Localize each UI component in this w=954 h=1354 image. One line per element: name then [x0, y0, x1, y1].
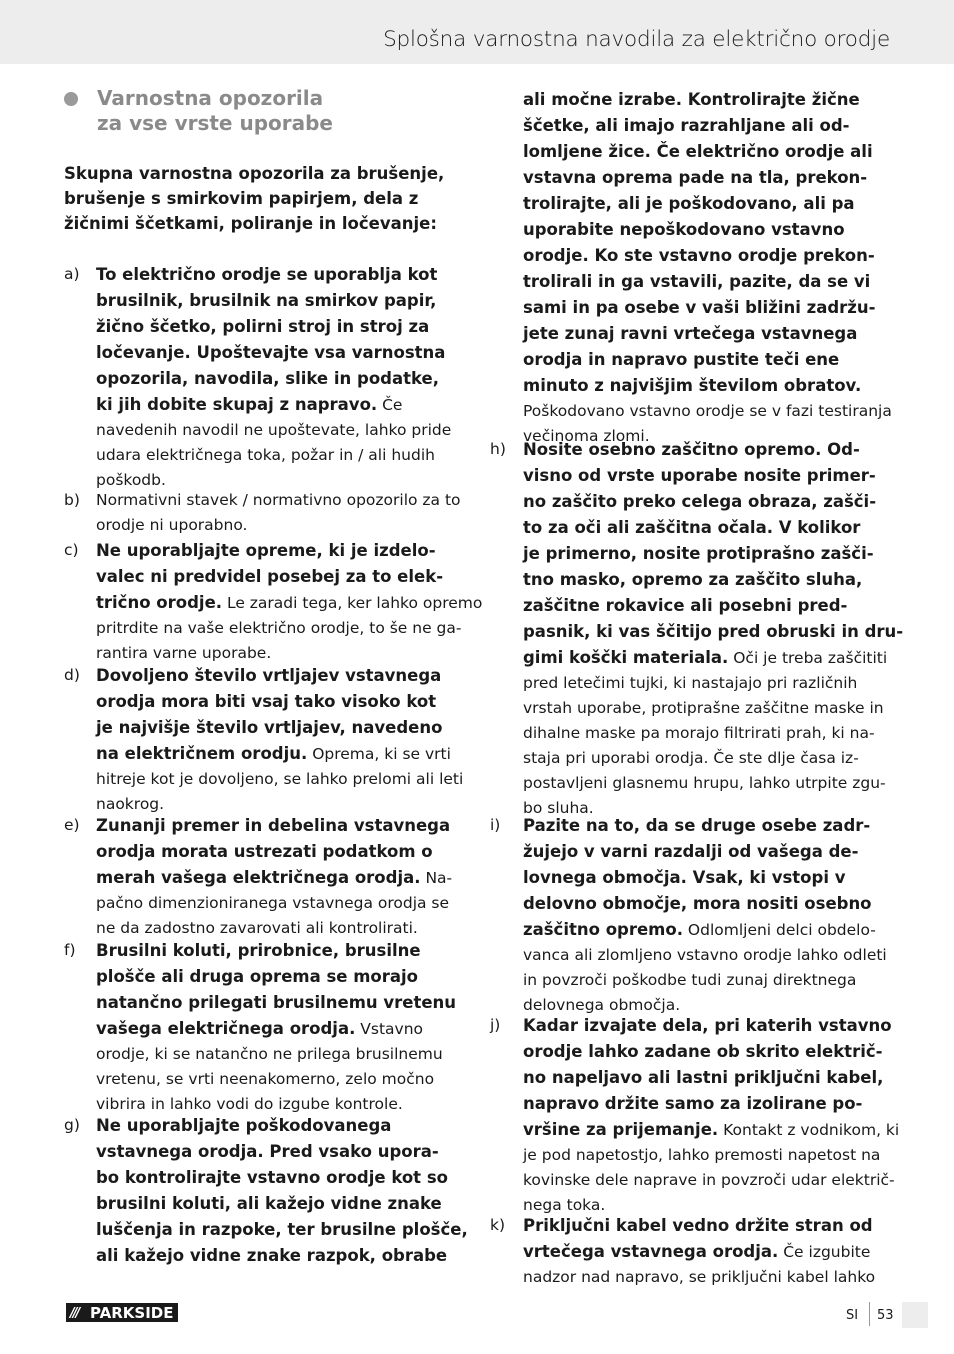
- bold-run: trično orodje.: [96, 593, 223, 612]
- item-label: a): [64, 265, 80, 283]
- item-line: [523, 139, 890, 165]
- item-line: [523, 917, 890, 943]
- item-label: g): [64, 1116, 80, 1134]
- item-line: [523, 1039, 890, 1065]
- item-line: [523, 891, 890, 917]
- bold-run: Ne uporabljajte opreme, ki je izdelo-: [96, 541, 436, 560]
- bold-run: bo kontrolirajte vstavno orodje kot so: [96, 1168, 448, 1187]
- item-line: [96, 488, 466, 513]
- item-line: [96, 938, 466, 964]
- bold-run: vstavna oprema pade na tla, prekon-: [523, 168, 868, 187]
- bold-run: gimi koščki materiala.: [523, 648, 729, 667]
- bold-run: delovno območje, mora nositi osebno: [523, 894, 872, 913]
- item-line: [523, 347, 890, 373]
- item-line: [523, 1091, 890, 1117]
- item-label: b): [64, 491, 80, 509]
- item-text: [96, 1113, 466, 1269]
- item-label: h): [490, 440, 506, 458]
- item-line: [96, 288, 466, 314]
- item-line: [523, 1168, 895, 1193]
- item-line: [523, 437, 890, 463]
- text-run: Če izgubite: [778, 1243, 871, 1261]
- bold-run: ločevanje. Upoštevajte vsa varnostna: [96, 343, 446, 362]
- item-line: [523, 593, 890, 619]
- text-run: ne da zadostno zavarovati ali kontrolirati.: [96, 919, 418, 937]
- item-line: [96, 564, 466, 590]
- item-line: [523, 839, 890, 865]
- section-title-line: za vse vrste uporabe: [97, 111, 333, 135]
- item-line: [523, 619, 904, 645]
- item-line: [523, 399, 890, 424]
- logo-stripes-icon: ///: [70, 1306, 79, 1321]
- item-line: [96, 1191, 466, 1217]
- bold-run: Zunanji premer in debelina vstavnega: [96, 816, 451, 835]
- item-line: [96, 392, 466, 418]
- text-run: Vstavno: [355, 1020, 424, 1038]
- item-line: [96, 813, 466, 839]
- item-line: [523, 191, 890, 217]
- item-line: [523, 373, 890, 399]
- item-label: d): [64, 666, 80, 684]
- item-line: [523, 721, 890, 746]
- item-line: [523, 696, 890, 721]
- item-line: [96, 366, 466, 392]
- item-text: [523, 437, 904, 821]
- item-line: [96, 990, 466, 1016]
- bold-run: žično ščetko, polirni stroj in stroj za: [96, 317, 430, 336]
- text-run: vretenu, se vrti neenakomerno, zelo močno: [96, 1070, 435, 1088]
- bold-run: trolirajte, ali je poškodovano, ali pa: [523, 194, 855, 213]
- bold-run: natančno prilegati brusilnemu vretenu: [96, 993, 457, 1012]
- item-line: [523, 567, 890, 593]
- bold-run: Dovoljeno število vrtljajev vstavnega: [96, 666, 442, 685]
- item-line: [96, 1113, 466, 1139]
- text-run: nadzor nad napravo, se priključni kabel lahko: [523, 1268, 876, 1286]
- text-run: večinoma zlomi.: [523, 427, 650, 445]
- item-label: k): [490, 1216, 506, 1234]
- text-run: Odlomljeni delci obdelo-: [682, 921, 876, 939]
- item-line: [96, 616, 466, 641]
- text-run: dihalne maske pa morajo filtrirati prah, ki na-: [523, 724, 875, 742]
- text-run: rantira varne uporabe.: [96, 644, 272, 662]
- text-run: naokrog.: [96, 795, 165, 813]
- bold-run: to za oči ali zaščitna očala. V kolikor: [523, 518, 861, 537]
- bold-run: brusilnik, brusilnik na smirkov papir,: [96, 291, 437, 310]
- item-text: [96, 262, 466, 493]
- text-run: poškodb.: [96, 471, 166, 489]
- text-run: bo sluha.: [523, 799, 594, 817]
- bold-run: orodja mora biti vsaj tako visoko kot: [96, 692, 437, 711]
- text-run: staja pri uporabi orodja. Če ste dlje časa iz-: [523, 749, 859, 767]
- text-run: Oprema, ki se vrti: [307, 745, 451, 763]
- item-line: [523, 243, 890, 269]
- page-divider: [869, 1302, 870, 1326]
- item-line: [96, 340, 466, 366]
- bold-run: brusilni koluti, ali kažejo vidne znake: [96, 1194, 442, 1213]
- page-number: 53: [877, 1308, 894, 1323]
- parkside-logo: [66, 1303, 178, 1322]
- item-line: [523, 1117, 900, 1143]
- bold-run: je najvišje število vrtljajev, navedeno: [96, 718, 443, 737]
- bold-run: merah vašega električnega orodja.: [96, 868, 421, 887]
- item-line: [96, 767, 466, 792]
- text-run: Normativni stavek / normativno opozorilo za to: [96, 491, 461, 509]
- text-run: vibrira in lahko vodi do izgube kontrole.: [96, 1095, 403, 1113]
- bold-run: lomljene žice. Če električno orodje ali: [523, 142, 873, 161]
- text-run: je pod napetostjo, lahko premosti napetost na: [523, 1146, 881, 1164]
- bold-run: uporabite nepoškodovano vstavno: [523, 220, 845, 239]
- bold-run: pasnik, ki vas ščitijo pred obruski in dru-: [523, 622, 904, 641]
- bold-run: no zaščito preko celega obraza, zašči-: [523, 492, 877, 511]
- bullet-icon: [64, 92, 78, 106]
- item-label: i): [490, 816, 501, 834]
- item-line: [96, 715, 466, 741]
- item-label: f): [64, 941, 76, 959]
- item-line: [523, 217, 890, 243]
- item-line: [96, 590, 483, 616]
- text-run: postavljeni glasnemu hrupu, lahko utrpite zgu-: [523, 774, 886, 792]
- item-line: [96, 839, 466, 865]
- text-run: Poškodovano vstavno orodje se v fazi testiranja: [523, 402, 892, 420]
- bold-run: visno od vrste uporabe nosite primer-: [523, 466, 876, 485]
- header-title: Splošna varnostna navodila za električno orodje: [383, 27, 890, 52]
- language-code: SI: [846, 1308, 859, 1323]
- section-title-line: Varnostna opozorila: [97, 86, 324, 110]
- bold-run: tno masko, opremo za zaščito sluha,: [523, 570, 863, 589]
- text-run: vanca ali zlomljeno vstavno orodje lahko odleti: [523, 946, 887, 964]
- item-line: [96, 689, 466, 715]
- intro-line: Skupna varnostna opozorila za brušenje,: [64, 164, 445, 183]
- text-run: delovnega območja.: [523, 996, 681, 1014]
- item-line: [523, 1265, 890, 1290]
- text-run: hitreje kot je dovoljeno, se lahko prelomi ali leti: [96, 770, 464, 788]
- item-text: [523, 87, 890, 449]
- item-line: [523, 943, 890, 968]
- item-line: [96, 538, 466, 564]
- item-line: [523, 321, 890, 347]
- item-line: [523, 463, 890, 489]
- bold-run: ščetke, ali imajo razrahljane ali od-: [523, 116, 850, 135]
- bold-run: no napeljavo ali lastni priključni kabel,: [523, 1068, 884, 1087]
- bold-run: Brusilni koluti, prirobnice, brusilne: [96, 941, 421, 960]
- item-line: [523, 1213, 890, 1239]
- bold-run: plošče ali druga oprema se morajo: [96, 967, 419, 986]
- text-run: nega toka.: [523, 1196, 606, 1214]
- bold-run: jete zunaj ravni vrtečega vstavnega: [523, 324, 858, 343]
- text-run: kovinske dele naprave in povzroči udar električ-: [523, 1171, 895, 1189]
- bold-run: To električno orodje se uporablja kot: [96, 265, 438, 284]
- page-header: [0, 0, 954, 64]
- item-line: [523, 968, 890, 993]
- text-run: udara električnega toka, požar in / ali hudih: [96, 446, 435, 464]
- item-line: [96, 1042, 466, 1067]
- item-line: [523, 165, 890, 191]
- item-line: [96, 1067, 466, 1092]
- item-line: [96, 1165, 466, 1191]
- bold-run: orodja in napravo pustite teči ene: [523, 350, 840, 369]
- intro-paragraph: [64, 161, 466, 236]
- text-run: Na-: [420, 869, 453, 887]
- text-run: in povzroči poškodbe tudi zunaj direktnega: [523, 971, 857, 989]
- bold-run: zaščitno opremo.: [523, 920, 683, 939]
- item-line: [523, 746, 890, 771]
- text-run: Le zaradi tega, ker lahko opremo: [222, 594, 483, 612]
- text-run: Če: [377, 396, 403, 414]
- intro-line: brušenje s smirkovim papirjem, dela z: [64, 189, 419, 208]
- bold-run: orodje lahko zadane ob skrito električ-: [523, 1042, 883, 1061]
- bold-run: orodja morata ustrezati podatkom o: [96, 842, 433, 861]
- bold-run: zaščitne rokavice ali posebni pred-: [523, 596, 848, 615]
- item-line: [96, 1243, 466, 1269]
- bold-run: Ne uporabljajte poškodovanega: [96, 1116, 392, 1135]
- bold-run: Pazite na to, da se druge osebe zadr-: [523, 816, 871, 835]
- bold-run: vrtečega vstavnega orodja.: [523, 1242, 779, 1261]
- item-line: [96, 891, 466, 916]
- bold-run: Kadar izvajate dela, pri katerih vstavno: [523, 1016, 892, 1035]
- item-line: [523, 645, 890, 671]
- bold-run: valec ni predvidel posebej za to elek-: [96, 567, 444, 586]
- item-line: [523, 295, 890, 321]
- text-run: pačno dimenzioniranega vstavnega orodja se: [96, 894, 450, 912]
- item-line: [96, 865, 466, 891]
- item-text: [96, 813, 466, 941]
- item-line: [96, 314, 466, 340]
- item-line: [523, 1239, 890, 1265]
- bold-run: vašega električnega orodja.: [96, 1019, 356, 1038]
- item-line: [523, 865, 890, 891]
- item-line: [96, 1139, 466, 1165]
- bold-run: Nosite osebno zaščitno opremo. Od-: [523, 440, 860, 459]
- text-run: pred letečimi tujki, ki nastajajo pri različnih: [523, 674, 858, 692]
- item-line: [523, 1065, 890, 1091]
- item-line: [523, 1143, 890, 1168]
- section-title: [97, 86, 457, 136]
- logo-text: PARKSIDE: [90, 1304, 174, 1322]
- item-line: [523, 515, 890, 541]
- text-run: navedenih navodil ne upoštevate, lahko pride: [96, 421, 452, 439]
- item-line: [523, 87, 890, 113]
- bold-run: žujejo v varni razdalji od vašega de-: [523, 842, 859, 861]
- item-text: [523, 1013, 900, 1218]
- item-line: [96, 262, 466, 288]
- item-line: [523, 1013, 890, 1039]
- bold-run: vršine za prijemanje.: [523, 1120, 719, 1139]
- item-line: [96, 513, 466, 538]
- item-line: [96, 964, 466, 990]
- item-line: [523, 113, 890, 139]
- item-line: [96, 443, 466, 468]
- text-run: pritrdite na vaše električno orodje, to še ne ga-: [96, 619, 462, 637]
- item-line: [96, 418, 466, 443]
- item-line: [523, 269, 890, 295]
- item-text: [96, 938, 466, 1117]
- item-line: [523, 541, 890, 567]
- bold-run: ali kažejo vidne znake razpok, obrabe: [96, 1246, 448, 1265]
- page-tab-marker: [902, 1302, 928, 1328]
- bold-run: opozorila, navodila, slike in podatke,: [96, 369, 439, 388]
- item-line: [523, 813, 890, 839]
- bold-run: na električnem orodju.: [96, 744, 308, 763]
- item-text: [523, 1213, 890, 1290]
- bold-run: ali močne izrabe. Kontrolirajte žične: [523, 90, 860, 109]
- item-label: c): [64, 541, 79, 559]
- item-text: [96, 488, 466, 538]
- bold-run: lovnega območja. Vsak, ki vstopi v: [523, 868, 846, 887]
- bold-run: orodje. Ko ste vstavno orodje prekon-: [523, 246, 875, 265]
- bold-run: ki jih dobite skupaj z napravo.: [96, 395, 378, 414]
- item-text: [96, 663, 466, 817]
- text-run: vrstah uporabe, protiprašne zaščitne maske in: [523, 699, 884, 717]
- text-run: orodje ni uporabno.: [96, 516, 248, 534]
- item-line: [96, 741, 466, 767]
- text-run: Oči je treba zaščititi: [728, 649, 888, 667]
- bold-run: minuto z najvišjim številom obratov.: [523, 376, 862, 395]
- item-line: [96, 1217, 466, 1243]
- item-line: [96, 1016, 466, 1042]
- intro-line: žičnimi ščetkami, poliranje in ločevanje:: [64, 214, 437, 233]
- bold-run: sami in pa osebe v vaši bližini zadržu-: [523, 298, 876, 317]
- bold-run: je primerno, nosite protiprašno zašči-: [523, 544, 874, 563]
- item-label: j): [490, 1016, 501, 1034]
- bold-run: Priključni kabel vedno držite stran od: [523, 1216, 873, 1235]
- item-line: [96, 663, 466, 689]
- bold-run: trolirali in ga vstavili, pazite, da se vi: [523, 272, 871, 291]
- item-text: [96, 538, 483, 666]
- item-line: [523, 671, 890, 696]
- bold-run: napravo držite samo za izolirane po-: [523, 1094, 863, 1113]
- bold-run: luščenja in razpoke, ter brusilne plošče,: [96, 1220, 468, 1239]
- item-line: [523, 489, 890, 515]
- item-text: [523, 813, 890, 1018]
- text-run: orodje, ki se natančno ne prilega brusilnemu: [96, 1045, 443, 1063]
- item-line: [523, 771, 890, 796]
- bold-run: vstavnega orodja. Pred vsako upora-: [96, 1142, 439, 1161]
- text-run: Kontakt z vodnikom, ki: [718, 1121, 900, 1139]
- item-label: e): [64, 816, 80, 834]
